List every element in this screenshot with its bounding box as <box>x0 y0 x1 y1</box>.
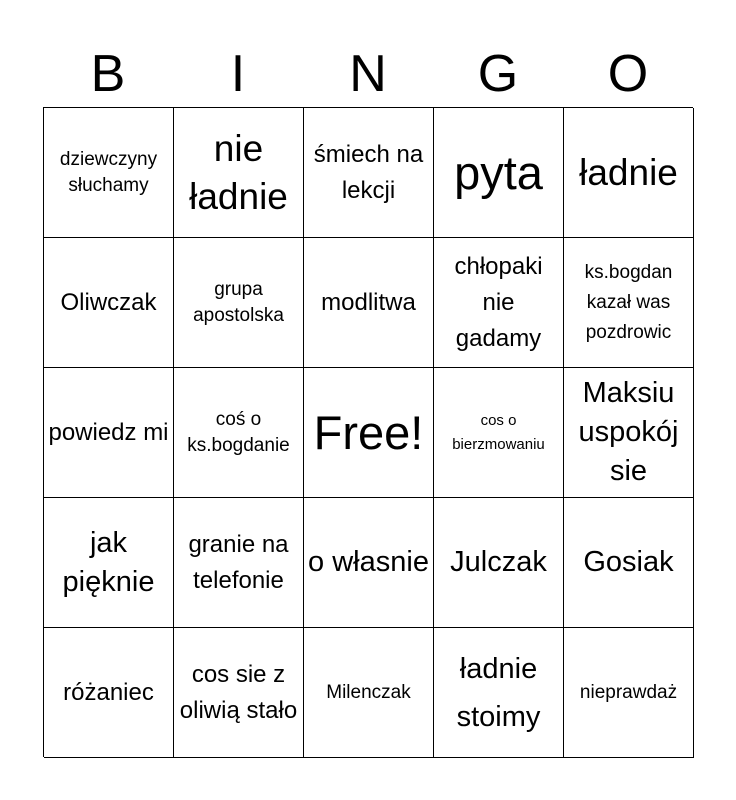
bingo-grid <box>43 107 693 757</box>
bingo-cell-r3-c1[interactable] <box>174 498 304 628</box>
bingo-header <box>43 40 693 108</box>
bingo-cell-r1-c3[interactable] <box>434 238 564 368</box>
cell-text: różaniec <box>63 678 154 706</box>
cell-text: śmiech na lekcji <box>313 140 424 204</box>
bingo-cell-r0-c0[interactable] <box>44 108 174 238</box>
bingo-cell-r1-c2[interactable] <box>304 238 434 368</box>
bingo-cell-free[interactable] <box>304 368 434 498</box>
bingo-cell-r3-c0[interactable] <box>44 498 174 628</box>
bingo-cell-r3-c3[interactable] <box>434 498 564 628</box>
cell-text: chłopaki nie gadamy <box>454 252 543 352</box>
header-letter-o: O <box>607 45 649 103</box>
bingo-cell-r4-c2[interactable] <box>304 628 434 758</box>
bingo-cell-r0-c4[interactable] <box>564 108 694 238</box>
cell-text: jak pięknie <box>62 526 155 598</box>
cell-text: Gosiak <box>583 546 674 578</box>
header-letter-b: B <box>90 45 126 103</box>
cell-text: dziewczyny słuchamy <box>59 148 158 196</box>
bingo-cell-r4-c3[interactable] <box>434 628 564 758</box>
header-letter-g: G <box>477 45 519 103</box>
cell-text: Milenczak <box>326 681 411 703</box>
bingo-cell-r4-c1[interactable] <box>174 628 304 758</box>
bingo-cell-r0-c3[interactable] <box>434 108 564 238</box>
bingo-cell-r0-c1[interactable] <box>174 108 304 238</box>
header-letter-i: I <box>230 45 246 103</box>
bingo-cell-r2-c3[interactable] <box>434 368 564 498</box>
cell-text: coś o ks.bogdanie <box>187 408 290 456</box>
bingo-cell-r4-c0[interactable] <box>44 628 174 758</box>
cell-text: Oliwczak <box>60 288 157 316</box>
bingo-cell-r2-c4[interactable] <box>564 368 694 498</box>
cell-text: pyta <box>454 145 543 199</box>
bingo-cell-r3-c2[interactable] <box>304 498 434 628</box>
cell-text: powiedz mi <box>48 418 169 446</box>
cell-text: ładnie <box>579 151 678 193</box>
bingo-cell-r0-c2[interactable] <box>304 108 434 238</box>
cell-text: ładnie stoimy <box>456 652 541 733</box>
cell-text: ks.bogdan kazał was pozdrowic <box>584 261 673 343</box>
cell-text: nieprawdaż <box>579 681 678 703</box>
bingo-cell-r4-c4[interactable] <box>564 628 694 758</box>
bingo-cell-r3-c4[interactable] <box>564 498 694 628</box>
bingo-cell-r2-c1[interactable] <box>174 368 304 498</box>
cell-text: Maksiu uspokój sie <box>578 377 679 487</box>
header-letter-n: N <box>349 45 387 103</box>
cell-text: modlitwa <box>321 288 416 316</box>
cell-text: grupa apostolska <box>193 278 284 326</box>
bingo-cell-r2-c0[interactable] <box>44 368 174 498</box>
cell-text: cos o bierzmowaniu <box>452 411 545 453</box>
bingo-cell-r1-c0[interactable] <box>44 238 174 368</box>
cell-text: granie na telefonie <box>188 530 289 594</box>
cell-text: Free! <box>313 405 424 459</box>
cell-text: o własnie <box>308 546 429 578</box>
cell-text: cos sie z oliwią stało <box>179 660 298 724</box>
cell-text: Julczak <box>450 546 547 578</box>
cell-text: nie ładnie <box>189 127 288 217</box>
bingo-cell-r1-c1[interactable] <box>174 238 304 368</box>
bingo-cell-r1-c4[interactable] <box>564 238 694 368</box>
